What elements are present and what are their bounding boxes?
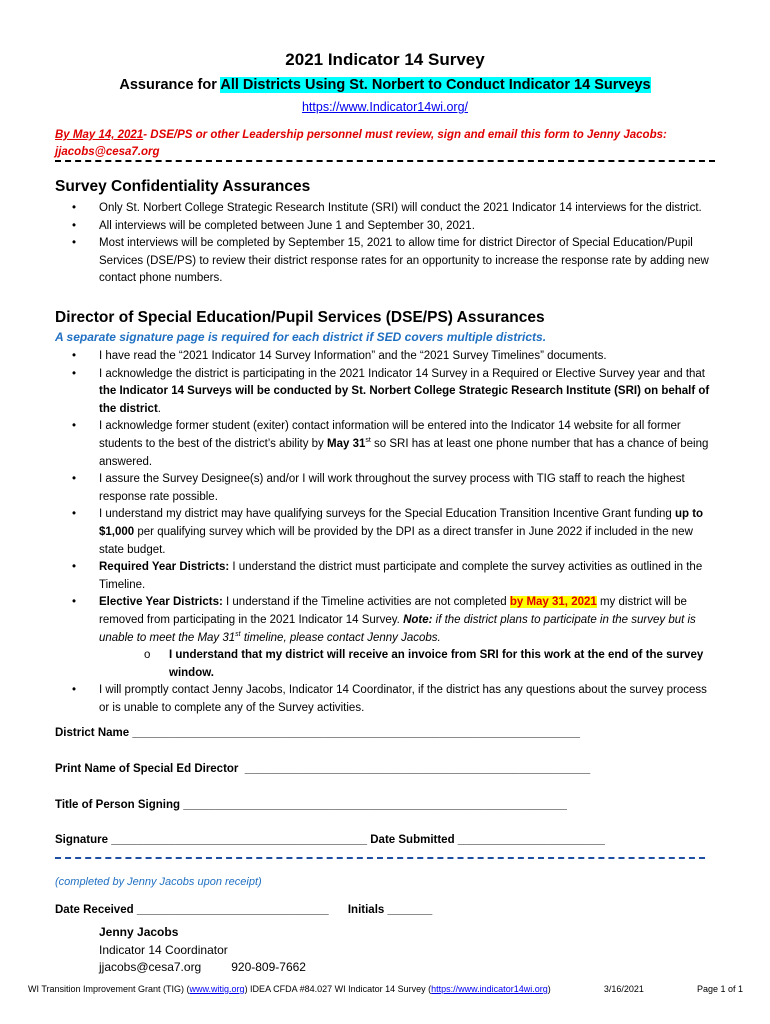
witig-link[interactable]: www.witig.org bbox=[189, 984, 245, 994]
list-item bbox=[72, 471, 712, 506]
bullet-icon: • bbox=[72, 684, 77, 697]
footer-date: 3/16/2021 bbox=[603, 984, 644, 994]
office-use-divider bbox=[55, 857, 705, 859]
list-item-text: I understand my district may have qualifying surveys for the Special Education Transition Incentive Grant funding bbox=[99, 508, 675, 521]
page-footer bbox=[28, 984, 743, 994]
list-item-text: . bbox=[157, 402, 161, 415]
note-text: timeline, please contact Jenny Jacobs. bbox=[240, 631, 441, 644]
office-use-note: (completed by Jenny Jacobs upon receipt) bbox=[55, 876, 262, 888]
bullet-icon: • bbox=[72, 350, 77, 362]
footer-grant bbox=[28, 984, 551, 994]
contact-name: Jenny Jacobs bbox=[99, 925, 179, 939]
list-item bbox=[72, 366, 712, 419]
contact-line bbox=[99, 959, 306, 977]
deadline-email[interactable]: jjacobs@cesa7.org bbox=[55, 146, 160, 158]
list-item-emphasis: up to $1,000 bbox=[99, 508, 704, 538]
print-name-field[interactable]: Print Name of Special Ed Director ______________________________________________________ bbox=[55, 763, 591, 775]
deadline-date: By May 14, 2021 bbox=[55, 129, 144, 141]
footer-text: WI Transition Improvement Grant (TIG) ( bbox=[28, 984, 190, 994]
note-label: Note: bbox=[403, 613, 433, 626]
signature-date-field[interactable]: Signature ________________________________________ Date Submitted _______________________ bbox=[55, 834, 605, 846]
list-item bbox=[72, 682, 712, 717]
list-item-text: I acknowledge the district is participating in the 2021 Indicator 14 Survey in a Required or Elective Survey year and that bbox=[99, 367, 706, 380]
contact-block bbox=[99, 924, 306, 977]
indicator14-link[interactable]: https://www.Indicator14wi.org/ bbox=[301, 100, 469, 114]
footer-page-number: Page 1 of 1 bbox=[696, 984, 743, 994]
bullet-icon: • bbox=[72, 561, 77, 574]
deadline-notice bbox=[55, 127, 725, 161]
director-assurance-list bbox=[72, 348, 712, 717]
bullet-icon: • bbox=[72, 596, 77, 609]
list-item bbox=[72, 218, 712, 236]
sub-list-item bbox=[99, 647, 712, 682]
list-item-emphasis: May 31 bbox=[327, 437, 366, 450]
contact-phone: 920-809-7662 bbox=[231, 960, 306, 974]
list-item bbox=[72, 559, 712, 594]
list-item-emphasis: Required Year Districts: bbox=[99, 561, 230, 574]
list-item bbox=[72, 506, 712, 559]
list-item bbox=[72, 348, 712, 366]
subtitle-highlight: All Districts Using St. Norbert to Conduct Indicator 14 Surveys bbox=[220, 77, 651, 93]
list-item-text: Only St. Norbert College Strategic Research Institute (SRI) will conduct the 2021 Indicator 14 interviews for the district. bbox=[99, 202, 702, 214]
confidentiality-heading: Survey Confidentiality Assurances bbox=[55, 178, 311, 195]
list-item-text: I understand if the Timeline activities are not completed bbox=[222, 596, 510, 609]
title-field[interactable]: Title of Person Signing ____________________________________________________________ bbox=[55, 799, 567, 811]
bullet-icon: • bbox=[72, 237, 77, 250]
deadline-text: - DSE/PS or other Leadership personnel must review, sign and email this form to Jenny Jacobs: bbox=[143, 129, 667, 141]
circle-bullet-icon: o bbox=[144, 649, 151, 662]
document-title: 2021 Indicator 14 Survey bbox=[285, 50, 485, 69]
bullet-icon: • bbox=[72, 202, 77, 214]
list-item-text: so SRI has at least one phone number that has a chance of being answered. bbox=[99, 437, 709, 468]
bullet-icon: • bbox=[72, 473, 77, 486]
list-item-text: Most interviews will be completed by September 15, 2021 to allow time for district Director of Special Education/Pupil Services (DSE/PS) to review their district response rates for an opportunity to increase the response rate by adding new contact phone numbers. bbox=[99, 237, 709, 285]
deadline-highlight: by May 31, 2021 bbox=[509, 596, 597, 609]
signature-note: A separate signature page is required for each district if SED covers multiple districts. bbox=[55, 330, 547, 344]
list-item-text: I understand the district must participate and complete the survey activities as outlined in the Timeline. bbox=[99, 561, 703, 591]
note-text: if the district plans to participate in the survey but is unable to meet the May 31 bbox=[99, 613, 696, 644]
list-item-text: per qualifying survey which will be provided by the DPI as a direct transfer in June 2022 if included in the new state budget. bbox=[99, 525, 693, 556]
list-item bbox=[72, 235, 712, 288]
list-item-text: I have read the “2021 Indicator 14 Survey Information” and the “2021 Survey Timelines” documents. bbox=[99, 350, 607, 362]
director-heading: Director of Special Education/Pupil Services (DSE/PS) Assurances bbox=[55, 309, 545, 326]
list-item bbox=[72, 200, 712, 218]
document-subtitle bbox=[0, 77, 770, 93]
footer-text: ) IDEA CFDA #84.027 WI Indicator 14 Survey ( bbox=[244, 984, 432, 994]
list-item-emphasis: the Indicator 14 Surveys will be conducted by St. Norbert College Strategic Research Institute (SRI) on behalf of the district bbox=[99, 385, 710, 415]
contact-role: Indicator 14 Coordinator bbox=[99, 942, 228, 957]
district-name-field[interactable]: District Name ______________________________________________________________________ bbox=[55, 727, 581, 739]
indicator14-footer-link[interactable]: https://www.indicator14wi.org bbox=[431, 984, 548, 994]
bullet-icon: • bbox=[72, 219, 77, 232]
ordinal-suffix: st bbox=[235, 630, 241, 638]
date-received-field[interactable]: Date Received ______________________________ Initials _______ bbox=[55, 904, 433, 916]
list-item-text: I will promptly contact Jenny Jacobs, Indicator 14 Coordinator, if the district has any questions about the survey process or is unable to complete any of the Survey activities. bbox=[99, 684, 707, 714]
list-item-text: my district will be removed from participating in the 2021 Indicator 14 Survey. bbox=[99, 596, 687, 626]
confidentiality-list bbox=[72, 200, 712, 288]
list-item-text: All interviews will be completed between June 1 and September 30, 2021. bbox=[99, 219, 475, 232]
bullet-icon: • bbox=[72, 420, 77, 433]
subtitle-prefix: Assurance for bbox=[119, 77, 221, 93]
list-item-text: I assure the Survey Designee(s) and/or I will work throughout the survey process with TIG staff to reach the highest response rate possible. bbox=[99, 473, 685, 503]
contact-email[interactable]: jjacobs@cesa7.org bbox=[99, 960, 202, 974]
list-item-emphasis: Elective Year Districts: bbox=[99, 596, 223, 609]
list-item-text: I acknowledge former student (exiter) contact information will be entered into the Indicator 14 website for all former students to the best of the district’s ability by bbox=[99, 420, 681, 450]
bullet-icon: • bbox=[72, 367, 77, 380]
ordinal-suffix: st bbox=[365, 437, 371, 445]
list-item bbox=[72, 418, 712, 471]
bullet-icon: • bbox=[72, 508, 77, 521]
list-item bbox=[72, 594, 712, 682]
footer-text: ) bbox=[547, 984, 551, 994]
section-divider bbox=[55, 160, 715, 162]
sub-list-item-text: I understand that my district will receive an invoice from SRI for this work at the end of the survey window. bbox=[169, 649, 704, 679]
